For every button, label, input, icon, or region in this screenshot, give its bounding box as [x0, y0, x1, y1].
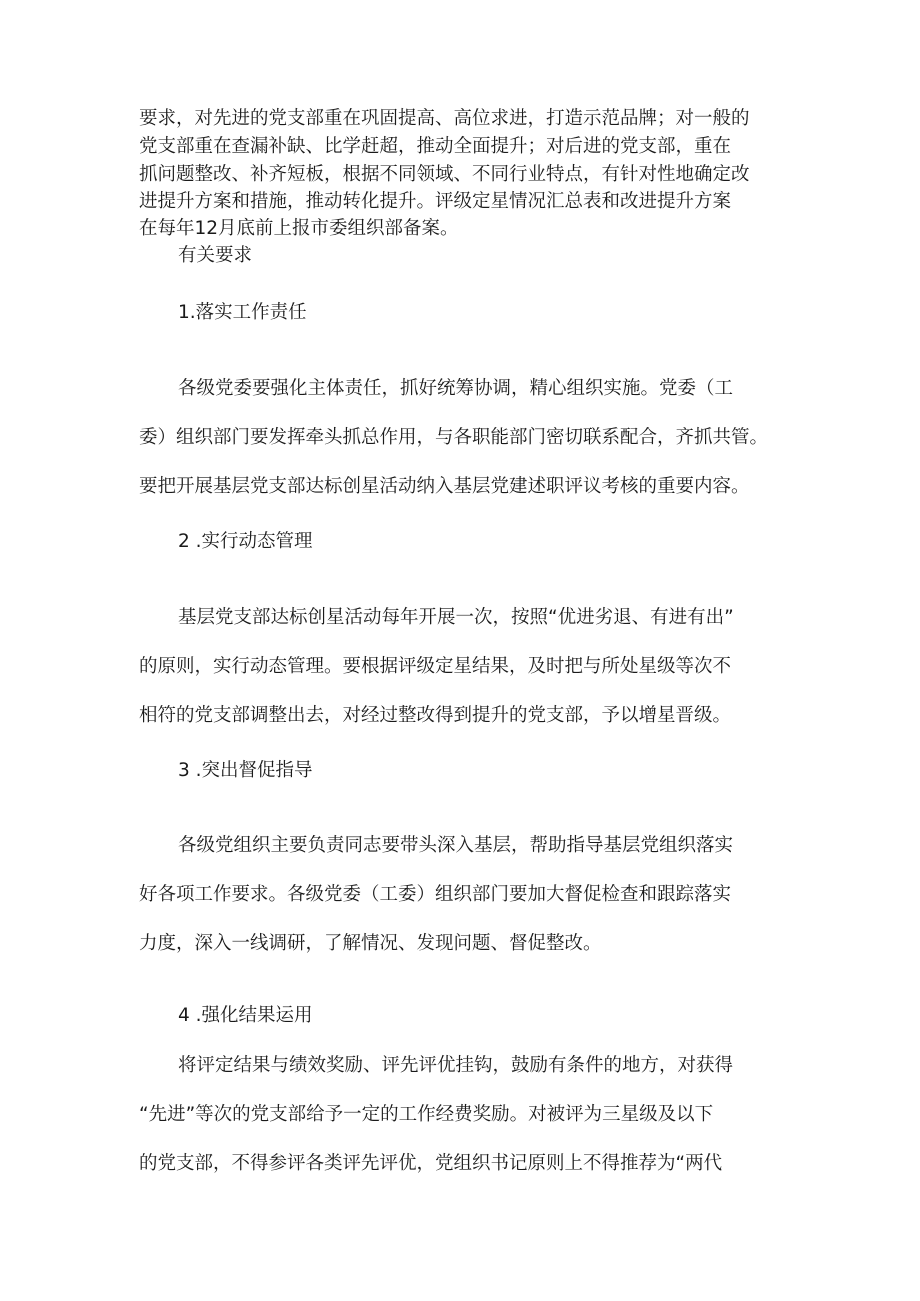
intro-line: 进提升方案和措施，推动转化提升。评级定星情况汇总表和改进提升方案 — [139, 191, 732, 212]
paragraph-line: 基层党支部达标创星活动每年开展一次，按照“优进劣退、有进有出” — [178, 607, 734, 628]
intro-line: 党支部重在查漏补缺、比学赶超，推动全面提升；对后进的党支部，重在 — [139, 136, 732, 157]
intro-line: 抓问题整改、补齐短板，根据不同领域、不同行业特点，有针对性地确定改 — [139, 164, 750, 185]
paragraph-line: 力度，深入一线调研，了解情况、发现问题、督促整改。 — [139, 933, 602, 954]
paragraph-line: 各级党组织主要负责同志要带头深入基层，帮助指导基层党组织落实 — [178, 835, 734, 856]
paragraph-line: 相符的党支部调整出去，对经过整改得到提升的党支部，予以增星晋级。 — [139, 705, 732, 726]
paragraph-line: 各级党委要强化主体责任，抓好统筹协调，精心组织实施。党委（工 — [178, 378, 734, 399]
section-heading: 2 .实行动态管理 — [178, 531, 313, 552]
intro-line: 要求，对先进的党支部重在巩固提高、高位求进，打造示范品牌；对一般的 — [139, 108, 750, 129]
paragraph-line: 好各项工作要求。各级党委（工委）组织部门要加大督促检查和跟踪落实 — [139, 884, 732, 905]
section-heading: 3 .突出督促指导 — [178, 760, 313, 781]
paragraph-line: “先进”等次的党支部给予一定的工作经费奖励。对被评为三星级及以下 — [139, 1104, 714, 1125]
paragraph-line: 委）组织部门要发挥牵头抓总作用，与各职能部门密切联系配合，齐抓共管。 — [139, 427, 769, 448]
intro-line: 在每年12月底前上报市委组织部备案。 — [139, 218, 459, 239]
section-heading: 1.落实工作责任 — [178, 302, 307, 323]
section-title: 有关要求 — [178, 245, 253, 266]
paragraph-line: 的原则，实行动态管理。要根据评级定星结果，及时把与所处星级等次不 — [139, 656, 732, 677]
paragraph-line: 的党支部，不得参评各类评先评优，党组织书记原则上不得推荐为“两代 — [139, 1153, 723, 1174]
paragraph-line: 要把开展基层党支部达标创星活动纳入基层党建述职评议考核的重要内容。 — [139, 476, 750, 497]
section-heading: 4 .强化结果运用 — [178, 1005, 313, 1026]
paragraph-line: 将评定结果与绩效奖励、评先评优挂钩，鼓励有条件的地方，对获得 — [178, 1055, 734, 1076]
